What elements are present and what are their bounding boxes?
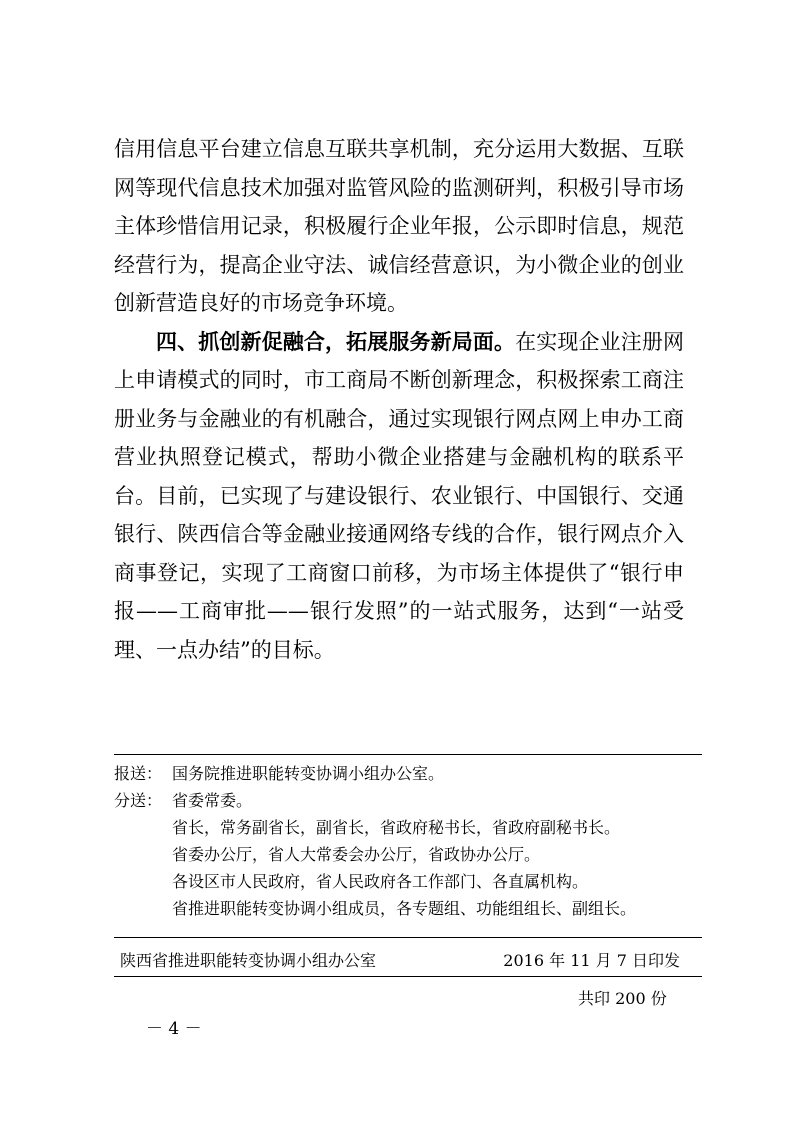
issue-row (120, 948, 680, 971)
section-heading: 四、抓创新促融合，拓展服务新局面。 (156, 328, 516, 354)
text-line: 册业务与金融业的有机融合，通过实现银行网点网上申办工商 (114, 406, 684, 431)
text-line: 上申请模式的同时，市工商局不断创新理念，积极探索工商注 (114, 368, 684, 392)
text-line: 网等现代信息技术加强对监管风险的监测研判，积极引导市场 (114, 175, 684, 200)
issue-date: 2016 年 11 月 7 日印发 (503, 951, 680, 970)
divider-bottom (114, 976, 702, 977)
text-line: 信用信息平台建立信息互联共享机制，充分运用大数据、互联 (114, 137, 684, 161)
paragraph-credit-platform (114, 130, 684, 323)
copy-recipient: 省长，常务副省长，副省长，省政府秘书长，省政府副秘书长。 (172, 818, 621, 837)
text-line: 理、一点办结”的目标。 (114, 637, 335, 662)
copy-recipient: 各设区市人民政府，省人民政府各工作部门、各直属机构。 (172, 872, 589, 891)
divider-middle (114, 937, 702, 938)
copy-recipient: 省推进职能转变协调小组成员，各专题组、功能组组长、副组长。 (172, 899, 637, 918)
distribution-list (114, 760, 702, 922)
page-number: － 4 － (146, 1019, 202, 1039)
text-run: 在实现企业注册网 (515, 329, 684, 354)
text-line: 创新营造良好的市场竞争环境。 (114, 291, 408, 315)
text-line: 经营行为，提高企业守法、诚信经营意识，为小微企业的创业 (114, 252, 684, 277)
text-line: 商事登记，实现了工商窗口前移，为市场主体提供了“银行申 (114, 560, 684, 585)
copy-to-row (114, 787, 702, 814)
copy-recipient: 省委办公厅，省人大常委会办公厅，省政协办公厅。 (172, 845, 541, 864)
report-to-row (114, 760, 702, 787)
divider-top (114, 754, 702, 755)
text-line: 营业执照登记模式，帮助小微企业搭建与金融机构的联系平 (114, 445, 684, 469)
report-label: 报送： (114, 764, 163, 783)
text-line: 主体珍惜信用记录，积极履行企业年报，公示即时信息，规范 (114, 214, 684, 238)
text-line: 台。目前，已实现了与建设银行、农业银行、中国银行、交通 (114, 483, 684, 508)
body-text (114, 130, 684, 669)
print-copies: 共印 200 份 (578, 989, 667, 1008)
copy-recipient: 省委常委。 (172, 791, 253, 810)
text-line: 报——工商审批——银行发照”的一站式服务，达到“一站受 (114, 599, 684, 623)
copy-label: 分送： (114, 791, 163, 810)
text-line: 银行、陕西信合等金融业接通网络专线的合作，银行网点介入 (114, 522, 684, 546)
paragraph-innovation (114, 323, 684, 670)
issuer: 陕西省推进职能转变协调小组办公室 (120, 951, 377, 970)
text-line (114, 323, 684, 362)
report-to: 国务院推进职能转变协调小组办公室。 (172, 764, 445, 783)
